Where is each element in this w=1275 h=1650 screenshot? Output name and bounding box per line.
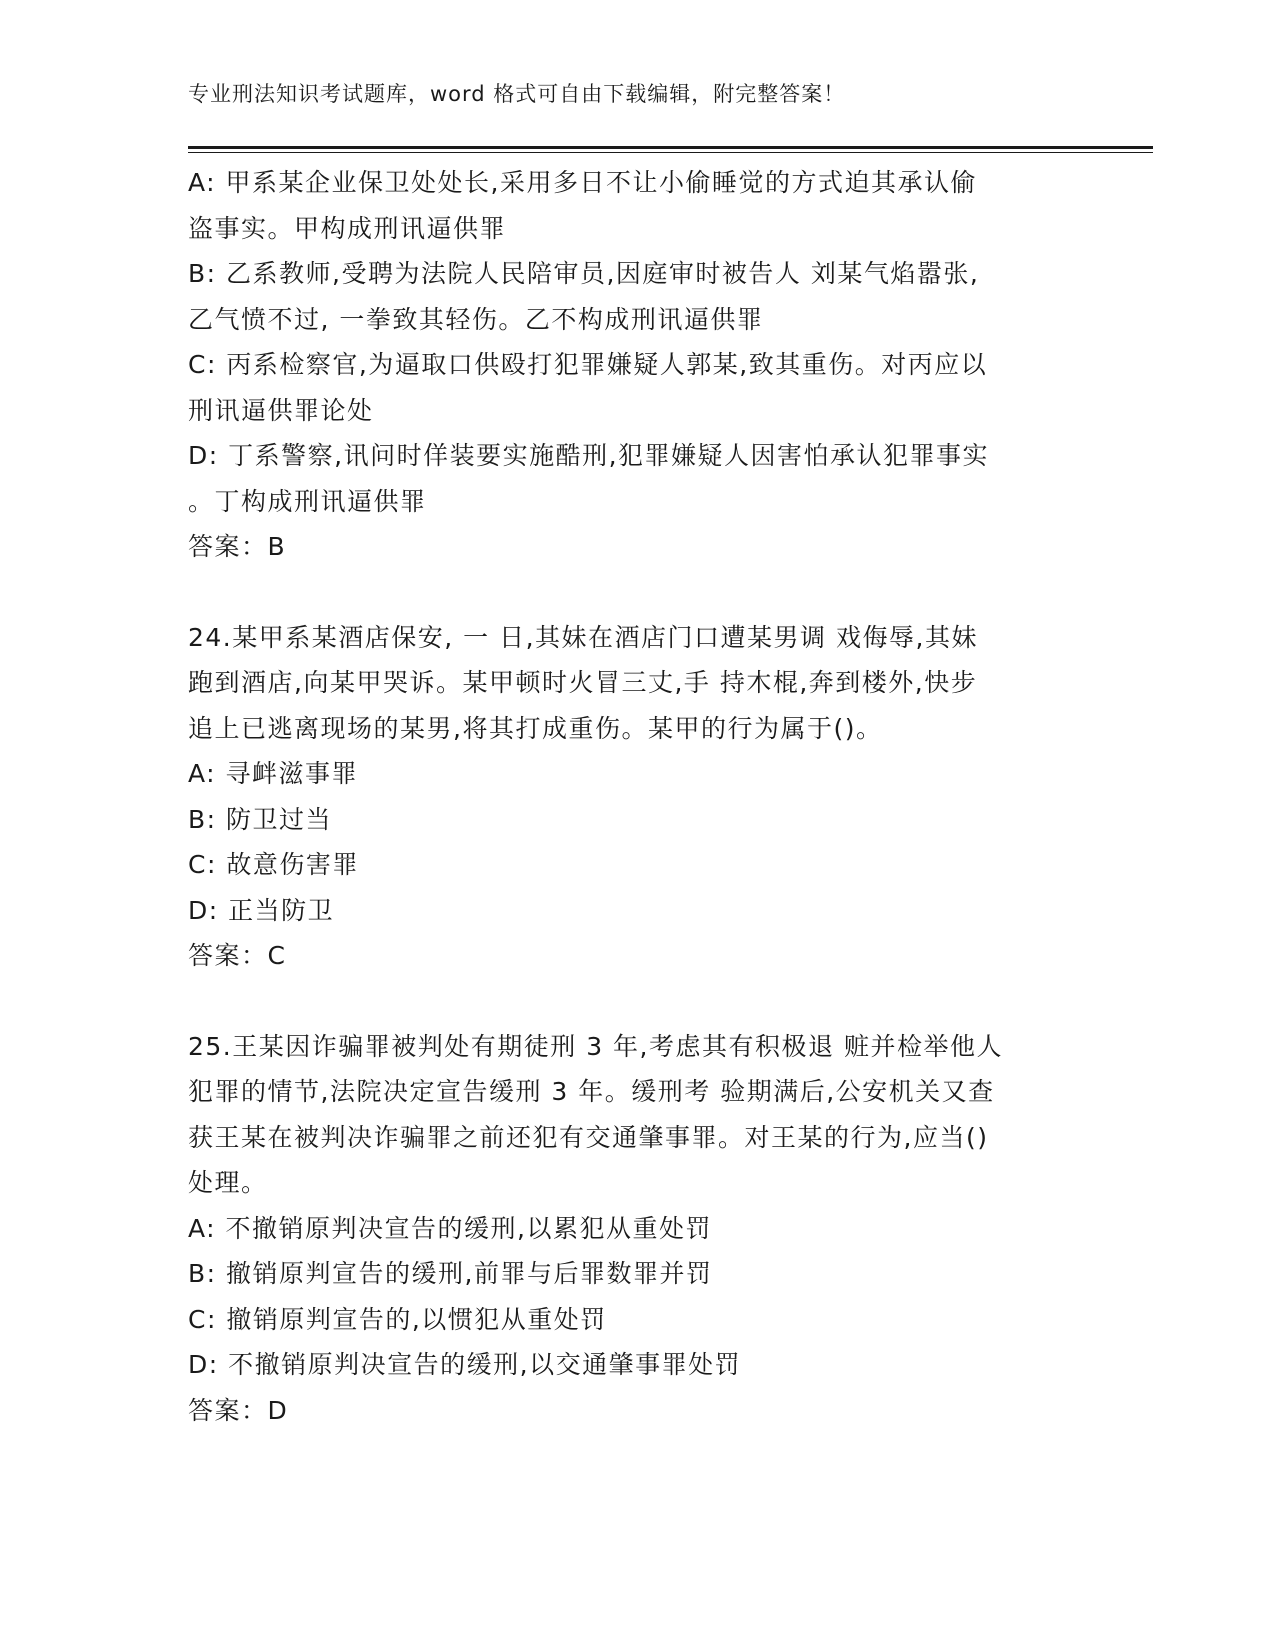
q24-stem-line2: 跑到酒店,向某甲哭诉。某甲顿时火冒三丈,手 持木棍,奔到楼外,快步 (188, 668, 978, 697)
q23-option-a-line2: 盗事实。甲构成刑讯逼供罪 (188, 213, 507, 243)
q25-stem-line1: 25.王某因诈骗罪被判处有期徒刑 3 年,考虑其有积极退 赃并检举他人 (188, 1031, 1003, 1061)
spacer (188, 979, 1088, 1024)
document-body (188, 160, 1088, 1433)
question-23-block (188, 160, 1088, 570)
q24-stem-line1: 24.某甲系某酒店保安, 一 日,其妹在酒店门口遭某男调 戏侮辱,其妹 (188, 622, 978, 652)
q24-stem-line3: 追上已逃离现场的某男,将其打成重伤。某甲的行为属于()。 (188, 713, 883, 743)
q23-answer: 答案：B (188, 532, 287, 561)
q23-option-b-line2: 乙气愤不过, 一拳致其轻伤。乙不构成刑讯逼供罪 (188, 304, 764, 334)
q25-stem-line3: 获王某在被判决诈骗罪之前还犯有交通肇事罪。对王某的行为,应当() (188, 1122, 989, 1152)
spacer (188, 570, 1088, 615)
q23-option-c-line2: 刑讯逼供罪论处 (188, 395, 374, 425)
q24-option-b: B: 防卫过当 (188, 804, 333, 834)
q23-option-c-line1: C: 丙系检察官,为逼取口供殴打犯罪嫌疑人郭某,致其重伤。对丙应以 (188, 350, 988, 379)
q24-option-d: D: 正当防卫 (188, 895, 335, 925)
q23-option-b-line1: B: 乙系教师,受聘为法院人民陪审员,因庭审时被告人 刘某气焰嚣张, (188, 259, 980, 288)
q23-option-d-line1: D: 丁系警察,讯问时佯装要实施酷刑,犯罪嫌疑人因害怕承认犯罪事实 (188, 441, 990, 470)
q24-option-c: C: 故意伤害罪 (188, 850, 359, 879)
q25-stem-line4: 处理。 (188, 1168, 268, 1197)
q23-option-a-line1: A: 甲系某企业保卫处处长,采用多日不让小偷睡觉的方式迫其承认偷 (188, 168, 977, 197)
q25-option-d: D: 不撤销原判决宣告的缓刑,以交通肇事罪处罚 (188, 1350, 742, 1379)
q23-option-d-line2: 。丁构成刑讯逼供罪 (188, 486, 427, 516)
header-divider-thick (188, 146, 1153, 149)
header-divider-thin (188, 152, 1153, 153)
q25-option-b: B: 撤销原判宣告的缓刑,前罪与后罪数罪并罚 (188, 1259, 713, 1288)
q25-option-a: A: 不撤销原判决宣告的缓刑,以累犯从重处罚 (188, 1213, 712, 1243)
q24-answer: 答案：C (188, 941, 287, 970)
q25-answer: 答案：D (188, 1395, 289, 1425)
q25-stem-line2: 犯罪的情节,法院决定宣告缓刑 3 年。缓刑考 验期满后,公安机关又查 (188, 1077, 995, 1106)
page-header: 专业刑法知识考试题库，word 格式可自由下载编辑，附完整答案！ (188, 82, 846, 106)
question-24-block (188, 615, 1088, 979)
question-25-block (188, 1024, 1088, 1434)
q25-option-c: C: 撤销原判宣告的,以惯犯从重处罚 (188, 1304, 607, 1334)
q24-option-a: A: 寻衅滋事罪 (188, 759, 359, 788)
